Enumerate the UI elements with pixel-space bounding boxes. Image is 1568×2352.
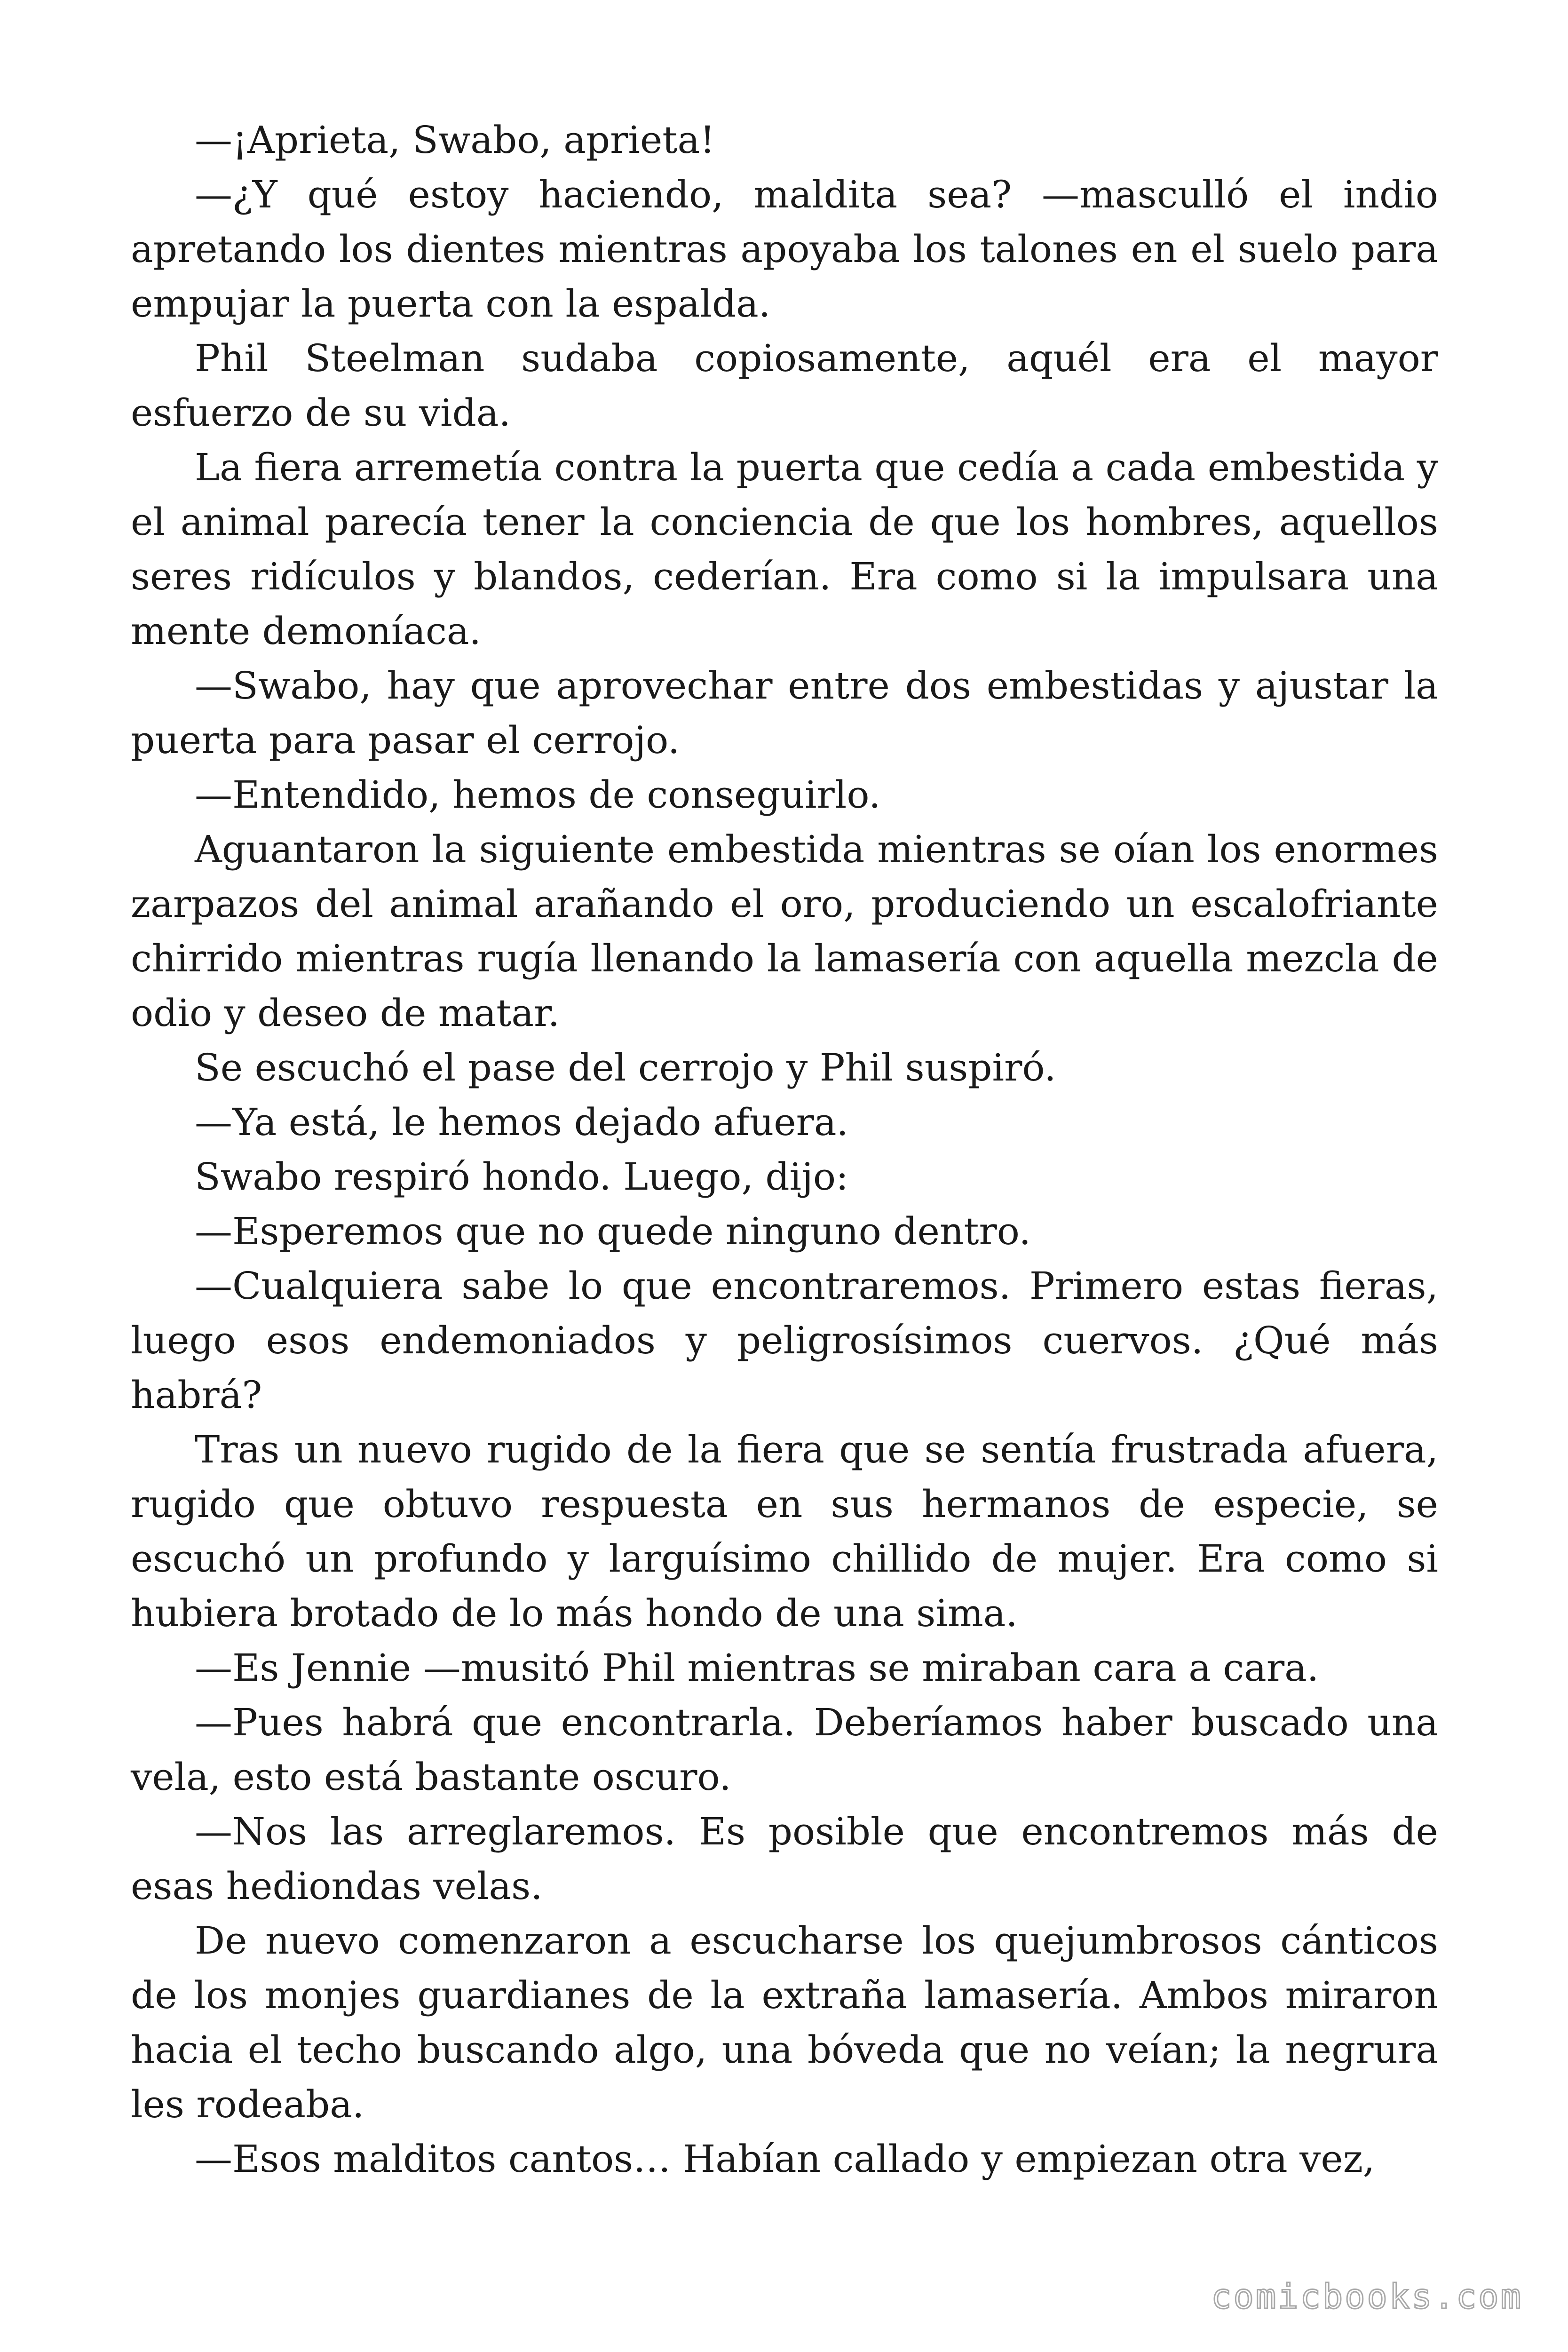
paragraph: —¡Aprieta, Swabo, aprieta!	[195, 118, 715, 162]
watermark: comicbooks.com	[1211, 2277, 1523, 2316]
paragraph: Se escuchó el pase del cerrojo y Phil suspiró.	[195, 1046, 1056, 1089]
paragraph: La fiera arremetía contra la puerta que cedía a cada embestida y el animal parecía tener la conciencia de que los hombres, aquellos seres ridículos y blandos, cederían. Era como si la impulsara una mente demoníaca.	[131, 445, 1438, 653]
paragraph: Aguantaron la siguiente embestida mientras se oían los enormes zarpazos del animal arañando el oro, produciendo un escalofriante chirrido mientras rugía llenando la lamasería con aquella mezcla de odio y deseo de matar.	[131, 827, 1438, 1035]
paragraph: —Entendido, hemos de conseguirlo.	[195, 773, 881, 817]
paragraph: —Es Jennie —musitó Phil mientras se miraban cara a cara.	[195, 1646, 1319, 1690]
paragraph: Swabo respiró hondo. Luego, dijo:	[195, 1155, 849, 1199]
paragraph: —¿Y qué estoy haciendo, maldita sea? —masculló el indio apretando los dientes mientras apoyaba los talones en el suelo para empujar la puerta con la espalda.	[131, 173, 1438, 326]
paragraph: Phil Steelman sudaba copiosamente, aquél era el mayor esfuerzo de su vida.	[131, 336, 1438, 435]
paragraph: —Cualquiera sabe lo que encontraremos. Primero estas fieras, luego esos endemoniados y peligrosísimos cuervos. ¿Qué más habrá?	[131, 1264, 1438, 1417]
paragraph: —Nos las arreglaremos. Es posible que encontremos más de esas hediondas velas.	[131, 1810, 1438, 1908]
paragraph: —Esos malditos cantos… Habían callado y empiezan otra vez,	[195, 2137, 1375, 2181]
paragraph: —Ya está, le hemos dejado afuera.	[195, 1100, 848, 1144]
paragraph: —Esperemos que no quede ninguno dentro.	[195, 1209, 1031, 1253]
paragraph: Tras un nuevo rugido de la fiera que se sentía frustrada afuera, rugido que obtuvo respuesta en sus hermanos de especie, se escuchó un profundo y larguísimo chillido de mujer. Era como si hubiera brotado de lo más hondo de una sima.	[131, 1428, 1438, 1635]
book-page-text	[131, 113, 1438, 2186]
paragraph: —Swabo, hay que aprovechar entre dos embestidas y ajustar la puerta para pasar el cerrojo.	[131, 664, 1438, 762]
paragraph: —Pues habrá que encontrarla. Deberíamos haber buscado una vela, esto está bastante oscuro.	[131, 1700, 1438, 1799]
paragraph: De nuevo comenzaron a escucharse los quejumbrosos cánticos de los monjes guardianes de la extraña lamasería. Ambos miraron hacia el techo buscando algo, una bóveda que no veían; la negrura les rodeaba.	[131, 1919, 1438, 2126]
